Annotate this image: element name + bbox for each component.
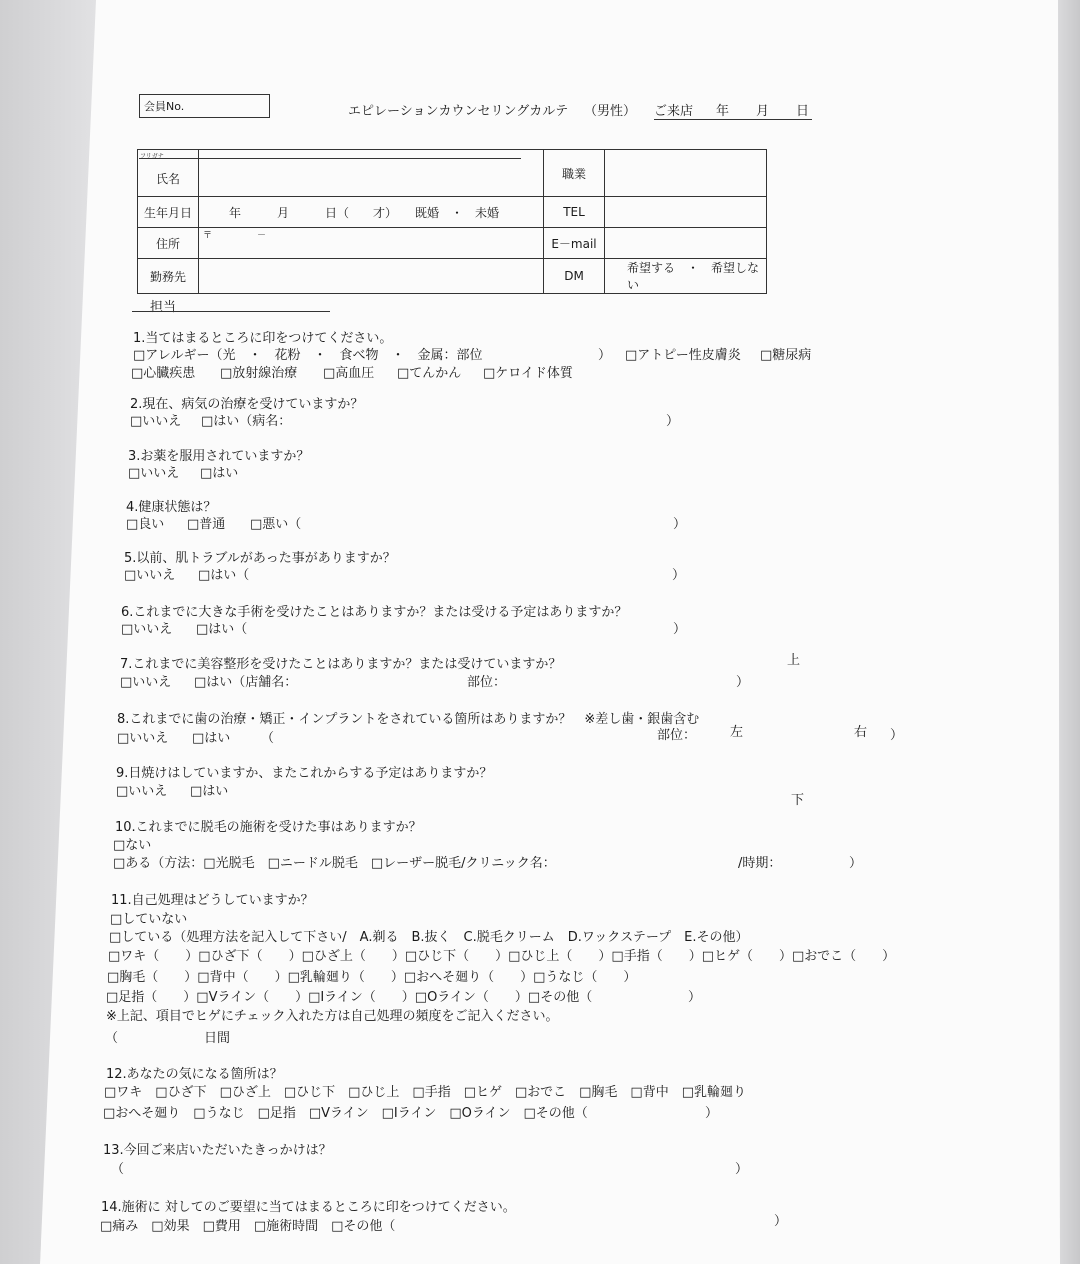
form-line: 日間 [204,1031,231,1046]
form-line[interactable]: □いいえ [120,675,172,690]
form-line[interactable]: □心臓疾患 [131,366,196,381]
visit-day: 日 [796,104,810,119]
form-line[interactable]: □良い [126,517,165,532]
personal-info-table [137,149,767,294]
member-no-label: 会員No. [144,100,185,113]
name-field[interactable] [199,150,544,197]
form-line: ） [705,1106,719,1121]
form-line[interactable]: □アレルギー（光 ・ 花粉 ・ 食べ物 ・ 金属：部位 [133,348,483,363]
form-line[interactable]: □ワキ □ひざ下 □ひざ上 □ひじ下 □ひじ上 □手指 □ヒゲ □おでこ □胸毛 □背中 □乳輪廻り [104,1085,746,1100]
staff-line [132,311,330,312]
birth-label: 生年月日 [138,197,199,228]
form-line[interactable]: □いいえ [124,568,176,583]
name-label: 氏名 [138,150,199,197]
form-line[interactable]: □はい [190,784,229,799]
form-line: 部位： [467,675,507,690]
form-line: ） [688,990,702,1005]
email-label: E－mail [544,228,605,259]
form-line[interactable]: □おへそ廻り □うなじ □足指 □Vライン □Iライン □Oライン □その他（ [103,1106,588,1121]
form-line[interactable]: □悪い（ [250,517,302,532]
visit-date [654,100,812,120]
form-line: ） [673,622,687,637]
form-line: 14.施術に 対してのご要望に当てはまるところに印をつけてください。 [101,1200,516,1215]
form-line[interactable]: □いいえ [128,466,180,481]
form-line[interactable]: □はい [200,466,239,481]
workplace-label: 勤務先 [138,259,199,294]
form-line[interactable]: □している（処理方法を記入して下さい/ A.剃る B.抜く C.脱毛クリーム D.ワックステープ E.その他） [109,930,749,945]
form-line: 12.あなたの気になる箇所は？ [106,1067,283,1082]
email-field[interactable] [605,228,767,259]
form-line: 13.今回ご来店いただいたきっかけは？ [103,1143,332,1158]
form-line: 右 [854,725,868,740]
form-line[interactable]: □はい [192,731,231,746]
form-title: エピレーションカウンセリングカルテ [348,104,569,119]
form-line[interactable]: □はい（ [198,568,250,583]
form-line: 下 [791,793,805,808]
address-label: 住所 [138,228,199,259]
form-line[interactable]: □ケロイド体質 [483,366,573,381]
form-line: ） [673,517,687,532]
staff-label: 担当 [150,300,177,315]
visit-label: ご来店 [654,104,694,119]
form-line[interactable]: □はい（病名： [201,414,292,429]
form-line[interactable]: □足指（ ）□Vライン（ ）□Iライン（ ）□Oライン（ ）□その他（ [106,990,593,1005]
birth-field[interactable]: 年 月 日（ 才） 既婚 ・ 未婚 [199,197,544,228]
form-line[interactable]: □アトピー性皮膚炎 [625,348,741,363]
form-line: 左 [730,725,744,740]
form-line: （ [111,1162,125,1177]
form-line: 11.自己処理はどうしていますか？ [111,893,314,908]
form-line[interactable]: □いいえ [117,731,169,746]
form-line[interactable]: □はい（店舗名： [194,675,298,690]
form-line: 1.当てはまるところに印をつけてください。 [133,331,393,346]
form-line[interactable]: □胸毛（ ）□背中（ ）□乳輪廻り（ ）□おへそ廻り（ ）□うなじ（ ） [107,970,637,985]
form-line[interactable]: □放射線治療 [220,366,298,381]
tel-label: TEL [544,197,605,228]
form-line[interactable]: □はい（ [196,622,248,637]
form-sex-label: （男性） [584,104,637,119]
furigana-label: フリガナ [140,153,164,160]
form-line: ） [666,414,680,429]
form-line: 3.お薬を服用されていますか？ [128,449,310,464]
form-line: ） [774,1214,788,1229]
form-line: ） [672,568,686,583]
furigana-divider [139,158,521,159]
form-line[interactable]: □していない [110,912,188,927]
occupation-field[interactable] [605,150,767,197]
workplace-field[interactable] [199,259,544,294]
form-line: （ [105,1031,119,1046]
form-line: ） [598,348,612,363]
form-line[interactable]: □いいえ [116,784,168,799]
form-line: 4.健康状態は？ [126,500,217,515]
form-line: 5.以前、肌トラブルがあった事がありますか？ [124,551,396,566]
form-line[interactable]: □ない [113,838,152,853]
form-line: 上 [787,653,801,668]
form-line[interactable]: □痛み □効果 □費用 □施術時間 □その他（ [100,1219,396,1234]
form-line: ） [735,1162,749,1177]
occupation-label: 職業 [544,150,605,197]
form-line: （ [261,731,275,746]
form-line: ） [736,675,750,690]
form-line: ） [849,856,863,871]
form-line[interactable]: □いいえ [121,622,173,637]
form-line: /時期： [738,856,782,871]
form-line[interactable]: □ある（方法：□光脱毛 □ニードル脱毛 □レーザー脱毛/クリニック名： [113,856,556,871]
form-line: 7.これまでに美容整形を受けたことはありますか？または受けていますか？ [120,657,562,672]
member-no-box [139,94,270,118]
dm-field[interactable]: 希望する ・ 希望しない [605,259,767,294]
form-line[interactable]: □いいえ [130,414,182,429]
form-line: ※上記、項目でヒゲにチェック入れた方は自己処理の頻度をご記入ください。 [106,1009,559,1024]
form-line: ） [890,728,904,743]
form-line[interactable]: □ワキ（ ）□ひざ下（ ）□ひざ上（ ）□ひじ下（ ）□ひじ上（ ）□手指（ ）□ヒゲ（ ）□おでこ（ ） [108,949,896,964]
form-line: 6.これまでに大きな手術を受けたことはありますか？または受ける予定はありますか？ [121,605,628,620]
dm-label: DM [544,259,605,294]
tel-field[interactable] [605,197,767,228]
form-line: 9.日焼けはしていますか、またこれからする予定はありますか？ [116,766,493,781]
visit-year: 年 [716,104,730,119]
form-line: 10.これまでに脱毛の施術を受けた事はありますか？ [115,820,422,835]
form-line[interactable]: □てんかん [397,366,462,381]
form-line[interactable]: □普通 [187,517,226,532]
form-line[interactable]: □高血圧 [323,366,375,381]
visit-month: 月 [756,104,770,119]
form-line: 8.これまでに歯の治療・矯正・インプラントをされている箇所はありますか？ ※差し歯・銀歯含む [117,712,700,727]
form-line[interactable]: □糖尿病 [760,348,812,363]
form-line: 部位： [657,728,697,743]
form-line: 2.現在、病気の治療を受けていますか？ [130,397,364,412]
address-field[interactable]: 〒 － [199,228,544,259]
